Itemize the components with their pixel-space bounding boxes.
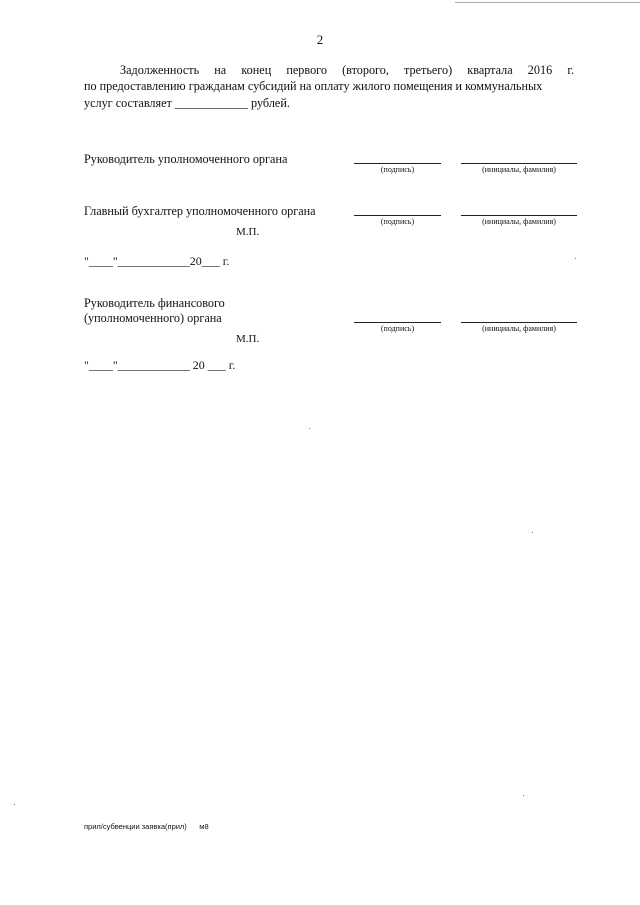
name-caption: (инициалы, фамилия) [482, 217, 556, 226]
debt-paragraph-line-2: по предоставлению гражданам субсидий на оплату жилого помещения и коммунальных [84, 79, 543, 93]
head-finance-body-label-line-2: (уполномоченного) органа [84, 311, 222, 325]
head-authorized-body-label: Руководитель уполномоченного органа [84, 152, 288, 166]
signature-line [354, 322, 441, 323]
scan-edge-rule [455, 2, 640, 3]
name-line [461, 215, 577, 216]
stamp-place-label: М.П. [236, 333, 260, 345]
signature-caption: (подпись) [380, 165, 415, 174]
name-caption: (инициалы, фамилия) [482, 324, 556, 333]
signature-caption: (подпись) [380, 217, 415, 226]
scan-speck [532, 532, 533, 533]
scan-speck [523, 795, 524, 796]
date-line: "____"____________ 20 ___ г. [84, 358, 236, 372]
debt-paragraph-line-3: услуг составляет ____________ рублей. [84, 96, 290, 110]
head-finance-body-label-line-1: Руководитель финансового [84, 296, 225, 310]
name-line [461, 163, 577, 164]
signature-caption: (подпись) [380, 324, 415, 333]
footer-file-path: прил/субвенции заявка(прил) м8 [84, 822, 209, 831]
scan-speck [309, 428, 310, 429]
chief-accountant-label: Главный бухгалтер уполномоченного органа [84, 204, 316, 218]
scan-speck [575, 258, 576, 259]
page-number: 2 [316, 32, 324, 47]
signature-line [354, 215, 441, 216]
name-caption: (инициалы, фамилия) [482, 165, 556, 174]
debt-paragraph-line-1: Задолженность на конец первого (второго, третьего) квартала 2016 г. [120, 63, 574, 77]
name-line [461, 322, 577, 323]
stamp-place-label: М.П. [236, 226, 260, 238]
scan-speck [14, 804, 15, 805]
signature-line [354, 163, 441, 164]
date-line: "____"____________20___ г. [84, 254, 230, 268]
